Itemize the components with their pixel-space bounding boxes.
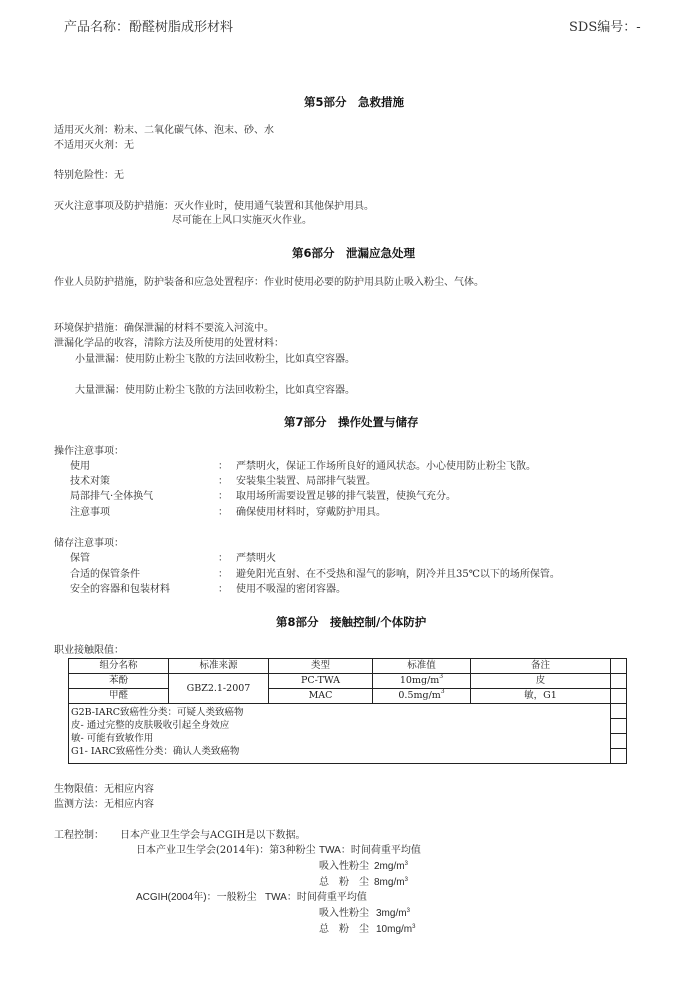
component-phenol: 苯酚 xyxy=(69,674,169,689)
header-value: 标准值 xyxy=(373,659,471,674)
spacer-cell xyxy=(611,704,627,719)
table-notes-row xyxy=(69,704,627,719)
spacer-cell xyxy=(611,674,627,689)
spacer-cell xyxy=(611,689,627,704)
storage-heading: 储存注意事项： xyxy=(54,538,124,549)
spacer-cell xyxy=(611,659,627,674)
spacer-cell xyxy=(611,749,627,764)
component-formaldehyde: 甲醛 xyxy=(69,689,169,704)
personal-precautions: 作业人员防护措施，防护装备和应急处置程序：作业时使用必要的防护用具防止吸入粉尘、气体。 xyxy=(54,277,484,288)
monitoring-method: 监测方法：无相应内容 xyxy=(54,799,154,810)
type-phenol: PC-TWA xyxy=(269,674,373,689)
value-formaldehyde: $0.5mg/m^3$ xyxy=(373,689,471,704)
type-formaldehyde: MAC xyxy=(269,689,373,704)
acgih-total-label: 总 粉 尘 xyxy=(319,924,369,935)
firefighting-precautions: 灭火注意事项及防护措施：灭火作业时，使用通气装置和其他保护用具。 xyxy=(54,201,374,212)
note-phenol: 皮 xyxy=(471,674,611,689)
table-row xyxy=(69,689,627,704)
jsoh-total-label: 总 粉 尘 xyxy=(319,877,369,888)
colon: ： xyxy=(218,584,228,595)
oel-heading: 职业接触限值： xyxy=(54,645,124,656)
section-5-title: 第5部分 急救措施 xyxy=(304,95,405,109)
table-row xyxy=(69,674,627,689)
exposure-limits-table xyxy=(68,658,627,764)
acgih-total-value: $10mg/m^3$ xyxy=(376,924,416,935)
handling-label-use: 使用 xyxy=(70,461,90,472)
sds-number: SDS编号：- xyxy=(569,20,641,35)
large-spill: 大量泄漏：使用防止粉尘飞散的方法回收粉尘，比如真空容器。 xyxy=(75,385,355,396)
containment-cleanup: 泄漏化学品的收容，清除方法及所使用的处置材料： xyxy=(54,338,284,349)
note-sensitizer: 敏- 可能有致敏作用 xyxy=(71,733,154,744)
handling-label-ventilation: 局部排气·全体换气 xyxy=(70,491,154,502)
section-8-title: 第8部分 接触控制/个体防护 xyxy=(276,615,427,629)
colon: ： xyxy=(218,553,228,564)
handling-label-technical: 技术对策 xyxy=(70,476,110,487)
header-component: 组分名称 xyxy=(69,659,169,674)
engineering-intro: 日本产业卫生学会与ACGIH是以下数据。 xyxy=(120,830,306,841)
engineering-control-label: 工程控制： xyxy=(54,830,104,841)
spacer-cell xyxy=(611,719,627,734)
storage-value-keep: 严禁明火 xyxy=(236,553,276,564)
specific-hazards: 特别危险性：无 xyxy=(54,170,124,181)
note-g2b: G2B-IARC致癌性分类：可疑人类致癌物 xyxy=(71,707,244,718)
product-name: 产品名称：酚醛树脂成形材料 xyxy=(64,20,234,35)
firefighting-precautions-cont: 尽可能在上风口实施灭火作业。 xyxy=(172,215,312,226)
acgih-respirable-label: 吸入性粉尘 xyxy=(319,908,369,919)
storage-label-keep: 保管 xyxy=(70,553,90,564)
colon: ： xyxy=(218,491,228,502)
jsoh-source: 日本产业卫生学会(2014年)：第3种粉尘 xyxy=(136,845,316,856)
storage-label-conditions: 合适的保管条件 xyxy=(70,569,140,580)
table-notes xyxy=(69,704,611,764)
handling-label-notes: 注意事项 xyxy=(70,507,110,518)
colon: ： xyxy=(218,569,228,580)
handling-value-use: 严禁明火，保证工作场所良好的通风状态。小心使用防止粉尘飞散。 xyxy=(236,461,536,472)
biological-limit: 生物限值：无相应内容 xyxy=(54,784,154,795)
handling-value-notes: 确保使用材料时，穿戴防护用具。 xyxy=(236,507,386,518)
jsoh-twa: TWA：时间荷重平均值 xyxy=(319,845,421,856)
colon: ： xyxy=(218,476,228,487)
acgih-respirable-value: $3mg/m^3$ xyxy=(376,908,410,919)
note-skin: 皮- 通过完整的皮肤吸收引起全身效应 xyxy=(71,720,230,731)
storage-value-containers: 使用不吸湿的密闭容器。 xyxy=(236,584,346,595)
suitable-extinguishing-media: 适用灭火剂：粉末、二氧化碳气体、泡末、砂、水 xyxy=(54,125,274,136)
acgih-twa: TWA：时间荷重平均值 xyxy=(265,892,367,903)
unsuitable-extinguishing-media: 不适用灭火剂：无 xyxy=(54,140,134,151)
header-note: 备注 xyxy=(471,659,611,674)
storage-label-containers: 安全的容器和包装材料 xyxy=(70,584,170,595)
header-type: 类型 xyxy=(269,659,373,674)
colon: ： xyxy=(218,461,228,472)
section-6-title: 第6部分 泄漏应急处理 xyxy=(292,246,416,260)
spacer-cell xyxy=(611,734,627,749)
environmental-precautions: 环境保护措施：确保泄漏的材料不要流入河流中。 xyxy=(54,323,274,334)
value-phenol: $10mg/m^3$ xyxy=(373,674,471,689)
jsoh-respirable-label: 吸入性粉尘 xyxy=(319,861,369,872)
table-header-row xyxy=(69,659,627,674)
header-source: 标准来源 xyxy=(169,659,269,674)
jsoh-total-value: $8mg/m^3$ xyxy=(374,877,408,888)
colon: ： xyxy=(218,507,228,518)
section-7-title: 第7部分 操作处置与储存 xyxy=(284,415,419,429)
handling-heading: 操作注意事项： xyxy=(54,446,124,457)
jsoh-respirable-value: $2mg/m^3$ xyxy=(374,861,408,872)
standard-source: GBZ2.1-2007 xyxy=(169,674,269,704)
storage-value-conditions: 避免阳光直射、在不受热和湿气的影响，阴冷并且35℃以下的场所保管。 xyxy=(236,569,560,580)
note-g1: G1- IARC致癌性分类：确认人类致癌物 xyxy=(71,746,240,757)
handling-value-ventilation: 取用场所需要设置足够的排气装置，使换气充分。 xyxy=(236,491,456,502)
acgih-source: ACGIH(2004年)：一般粉尘 xyxy=(136,892,257,903)
handling-value-technical: 安装集尘装置、局部排气装置。 xyxy=(236,476,376,487)
note-formaldehyde: 敏，G1 xyxy=(471,689,611,704)
small-spill: 小量泄漏：使用防止粉尘飞散的方法回收粉尘，比如真空容器。 xyxy=(75,354,355,365)
